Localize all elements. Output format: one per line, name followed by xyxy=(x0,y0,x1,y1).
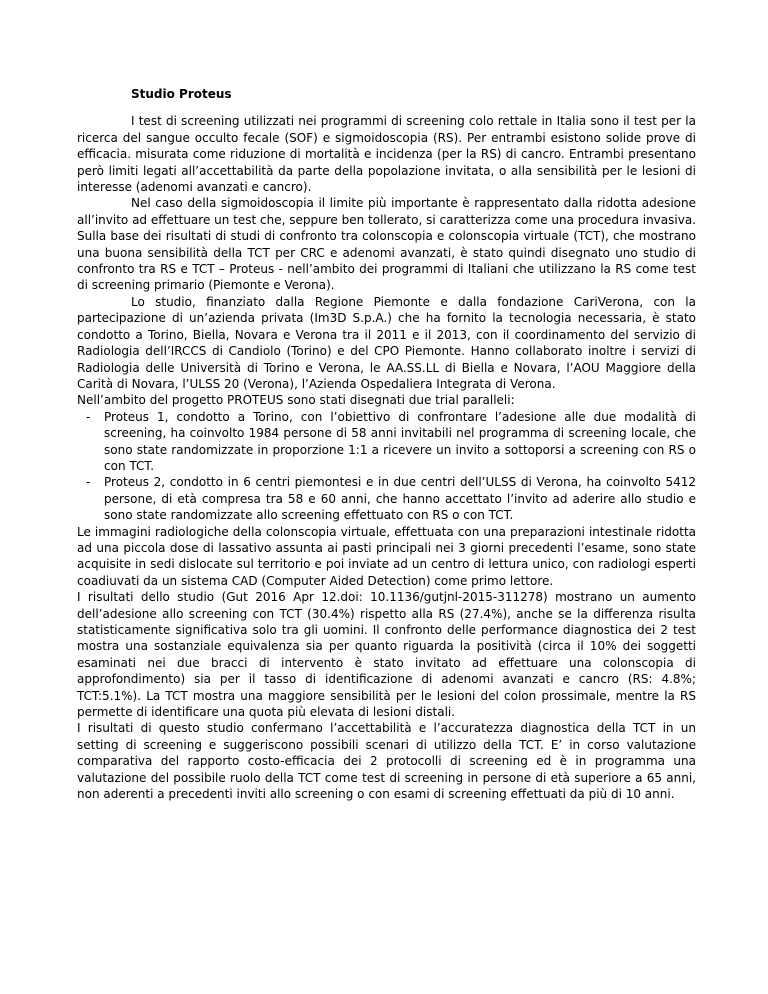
paragraph-trials-intro: Nell’ambito del progetto PROTEUS sono stati disegnati due trial paralleli: xyxy=(77,393,515,408)
trial-proteus-1: Proteus 1, condotto a Torino, con l’obiettivo di confrontare l’adesione alle due modalità di screening, ha coinvolto 1984 persone di 58 anni invitabili nel programma di screening locale, che sono state randomizzate in proporzione 1:1 a ricevere un invito a sottoporsi a screening con RS o con TCT. xyxy=(104,409,696,473)
list-item xyxy=(77,409,696,475)
paragraph-study-results: I risultati dello studio (Gut 2016 Apr 12.doi: 10.1136/gutjnl-2015-311278) mostrano un aumento dell’adesione allo screening con TCT (30.4%) rispetto alla RS (27.4%), anche se la differenza risulta statisticamente significativa solo tra gli uomini. Il confronto delle performance diagnostica dei 2 test mostra una sostanziale equivalenza sia per quanto riguarda la positività (circa il 10% dei soggetti esaminati nei due bracci di intervento è stato invitato ad effettuare una colonscopia di approfondimento) sia per il tasso di identificazione di adenomi avanzati e cancro (RS: 4.8%; TCT:5.1%). La TCT mostra una maggiore sensibilità per le lesioni del colon prossimale, mentre la RS permette di identificare una quota più elevata di lesioni distali. xyxy=(77,590,696,720)
paragraph-screening-tests: I test di screening utilizzati nei programmi di screening colo rettale in Italia sono il test per la ricerca del sangue occulto fecale (SOF) e sigmoidoscopia (RS). Per entrambi esistono solide prove di efficacia. misurata come riduzione di mortalità e incidenza (per la RS) di cancro. Entrambi presentano però limiti legati all’accettabilità da parte della popolazione invitata, o alla sensibilità per le lesioni di interesse (adenomi avanzati e cancro). xyxy=(77,114,696,195)
trials-list xyxy=(77,409,696,524)
list-marker: - xyxy=(86,409,91,424)
paragraph-conclusions: I risultati di questo studio confermano l’accettabilità e l’accuratezza diagnostica della TCT in un setting di screening e suggeriscono possibili scenari di utilizzo della TCT. E’ in corso valutazione comparativa del rapporto costo-efficacia dei 2 protocolli di screening ed è in programma una valutazione del possibile ruolo della TCT come test di screening in persone di età superiore a 65 anni, non aderenti a precedenti inviti allo screening o con esami di screening effettuati da più di 10 anni. xyxy=(77,721,696,802)
trial-proteus-2: Proteus 2, condotto in 6 centri piemontesi e in due centri dell’ULSS di Verona, ha coinvolto 5412 persone, di età compresa tra 58 e 60 anni, che hanno accettato l’invito ad aderire allo studio e sono state randomizzate allo screening effettuato con RS o con TCT. xyxy=(104,475,696,523)
paragraph-study-funding: Lo studio, finanziato dalla Regione Piemonte e dalla fondazione CariVerona, con la partecipazione di un’azienda privata (Im3D S.p.A.) che ha fornito la tecnologia necessaria, è stato condotto a Torino, Biella, Novara e Verona tra il 2011 e il 2013, con il coordinamento del servizio di Radiologia dell’IRCCS di Candiolo (Torino) e del CPO Piemonte. Hanno collaborato inoltre i servizi di Radiologia delle Università di Torino e Verona, le AA.SS.LL di Biella e Novara, l’AOU Maggiore della Carità di Novara, l’ULSS 20 (Verona), l’Azienda Ospedaliera Integrata di Verona. xyxy=(77,294,696,391)
paragraph-radiology-images: Le immagini radiologiche della colonscopia virtuale, effettuata con una preparazioni intestinale ridotta ad una piccola dose di lassativo assunta ai pasti principali nei 3 giorni precedenti l’esame, sono state acquisite in sedi dislocate sul territorio e poi inviate ad un centro di lettura unico, con radiologi esperti coadiuvati da un sistema CAD (Computer Aided Detection) come primo lettore. xyxy=(77,524,696,588)
list-marker: - xyxy=(86,475,91,490)
list-item xyxy=(77,474,696,523)
paragraph-sigmoidoscopy-limits: Nel caso della sigmoidoscopia il limite più importante è rappresentato dalla ridotta adesione all’invito ad effettuare un test che, seppure ben tollerato, si caratterizza come una procedura invasiva. Sulla base dei risultati di studi di confronto tra colonscopia e colonscopia virtuale (TCT), che mostrano una buona sensibilità della TCT per CRC e adenomi avanzati, è stato quindi disegnato uno studio di confronto tra RS e TCT – Proteus - nell’ambito dei programmi di Italiani che utilizzano la RS come test di screening primario (Piemonte e Verona). xyxy=(77,196,696,293)
document-page xyxy=(77,86,696,802)
document-title: Studio Proteus xyxy=(131,87,232,101)
